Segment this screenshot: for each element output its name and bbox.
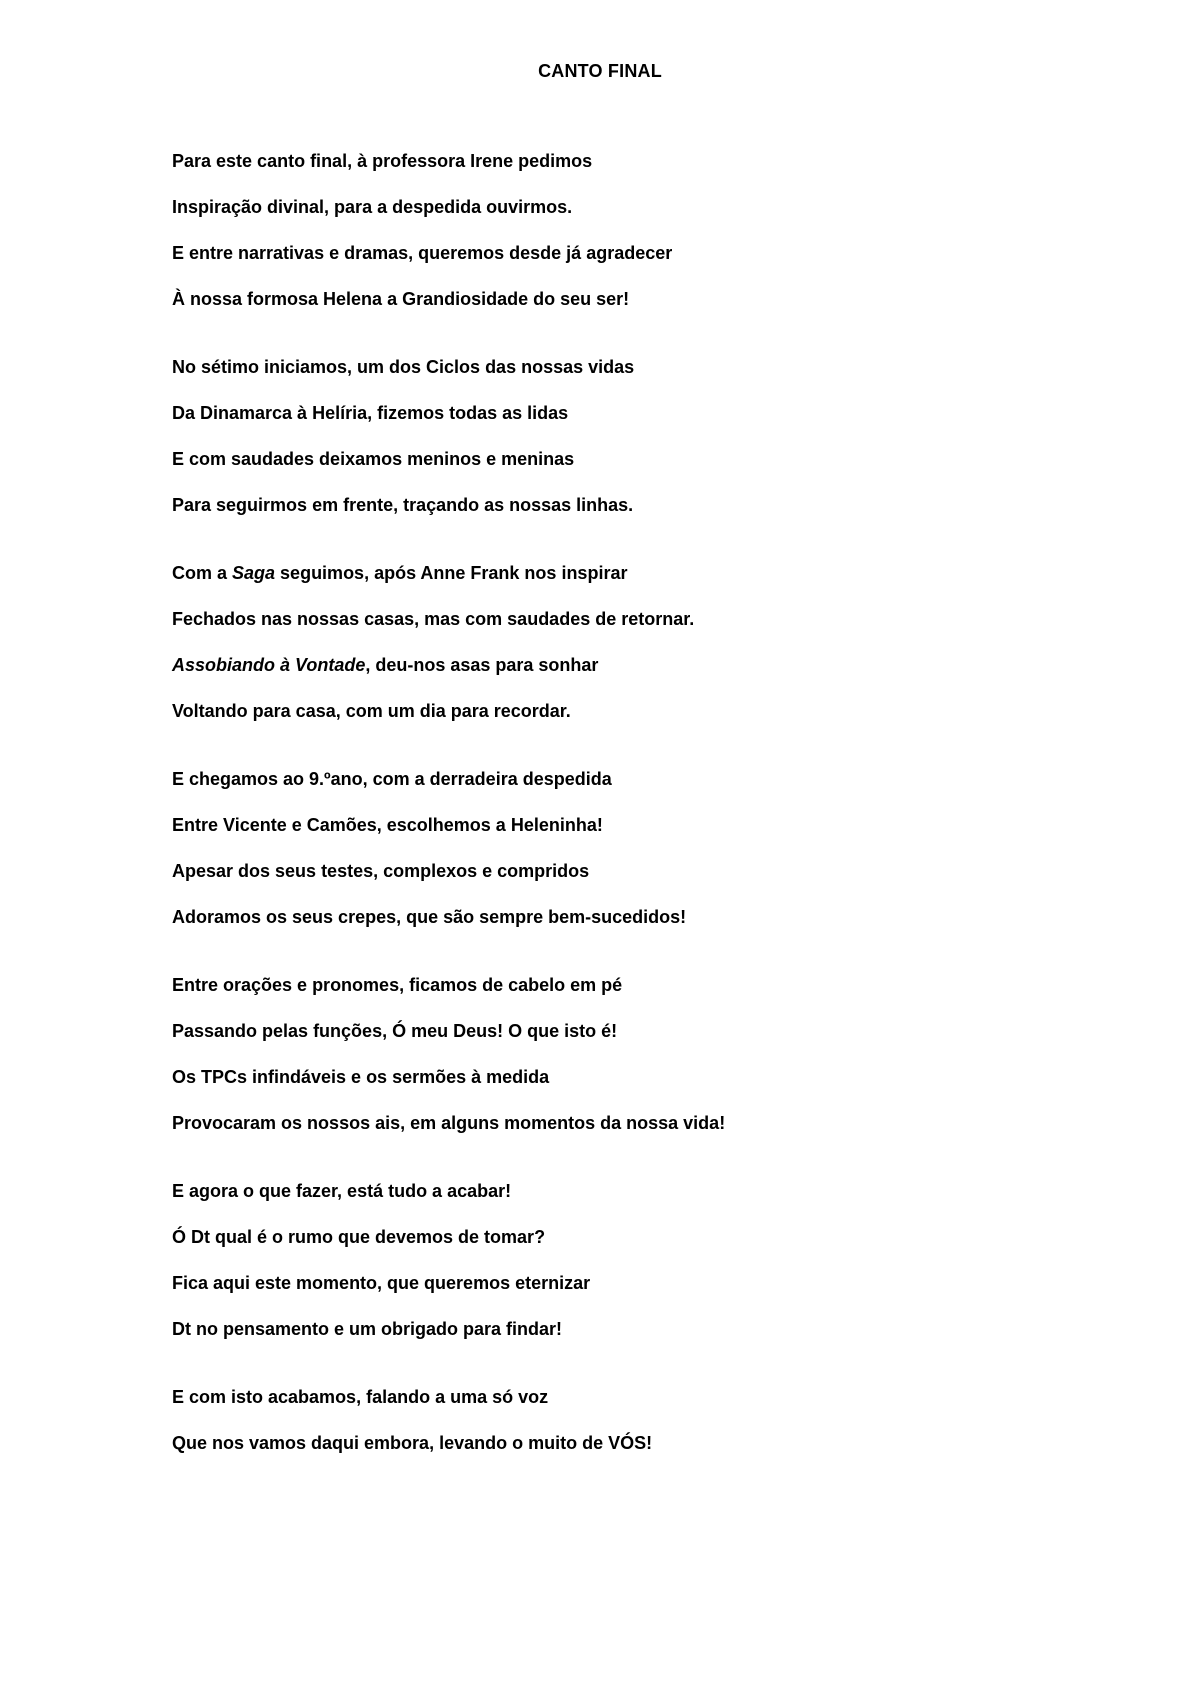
poem-line: Provocaram os nossos ais, em alguns momentos da nossa vida! [172,1113,726,1133]
poem-line: Que nos vamos daqui embora, levando o muito de VÓS! [172,1433,653,1453]
poem-line: Para este canto final, à professora Irene pedimos [172,151,593,171]
poem-line: Passando pelas funções, Ó meu Deus! O que isto é! [172,1021,618,1041]
poem-line: Os TPCs infindáveis e os sermões à medida [172,1067,550,1087]
poem-line: Adoramos os seus crepes, que são sempre bem-sucedidos! [172,907,687,927]
italic-title-saga: Saga [232,563,276,583]
stanza-5 [172,974,1072,1134]
poem-line: Entre orações e pronomes, ficamos de cabelo em pé [172,975,623,995]
poem-line: E com saudades deixamos meninos e meninas [172,449,575,469]
poem-line: Da Dinamarca à Helíria, fizemos todas as lidas [172,403,569,423]
stanza-1 [172,150,1072,310]
italic-title-assobiando: Assobiando à Vontade [172,655,366,675]
document-title: CANTO FINAL [538,61,662,81]
poem-line: Inspiração divinal, para a despedida ouvirmos. [172,197,573,217]
poem-line: Para seguirmos em frente, traçando as nossas linhas. [172,495,634,515]
poem-line: E agora o que fazer, está tudo a acabar! [172,1181,512,1201]
poem-body [172,150,1072,1500]
stanza-2 [172,356,1072,516]
poem-line-part: seguimos, após Anne Frank nos inspirar [275,563,628,583]
poem-line [172,562,1072,584]
poem-line: No sétimo iniciamos, um dos Ciclos das nossas vidas [172,357,635,377]
poem-line: Dt no pensamento e um obrigado para findar! [172,1319,563,1339]
stanza-6 [172,1180,1072,1340]
stanza-4 [172,768,1072,928]
poem-line: E com isto acabamos, falando a uma só voz [172,1387,549,1407]
poem-line-part: , deu-nos asas para sonhar [365,655,599,675]
poem-line: Voltando para casa, com um dia para recordar. [172,701,571,721]
poem-line: E entre narrativas e dramas, queremos desde já agradecer [172,243,673,263]
poem-line: Ó Dt qual é o rumo que devemos de tomar? [172,1227,546,1247]
poem-line [172,654,1072,676]
poem-line: E chegamos ao 9.ºano, com a derradeira despedida [172,769,612,789]
poem-line: À nossa formosa Helena a Grandiosidade do seu ser! [172,289,630,309]
stanza-3 [172,562,1072,722]
poem-line: Fechados nas nossas casas, mas com saudades de retornar. [172,609,695,629]
poem-line: Fica aqui este momento, que queremos eternizar [172,1273,591,1293]
poem-line: Apesar dos seus testes, complexos e compridos [172,861,590,881]
poem-line: Entre Vicente e Camões, escolhemos a Heleninha! [172,815,603,835]
stanza-7 [172,1386,1072,1454]
poem-line-part: Com a [172,563,233,583]
